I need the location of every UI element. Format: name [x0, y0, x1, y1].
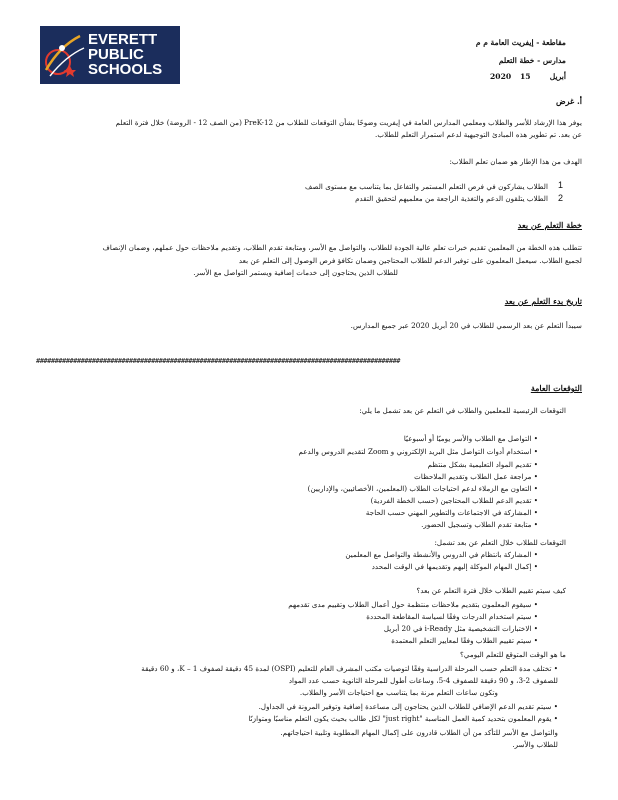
purpose-paragraph-line2: عن بعد. تم تطوير هذه المبادئ التوجيهية لدعم استمرار التعلم للطلاب. [375, 130, 582, 139]
logo-text-public: PUBLIC [88, 46, 144, 63]
remote-plan-line1: تتطلب هذه الخطة من المعلمين تقديم خبرات تعلم عالية الجودة للطلاب، والتواصل مع الأسر، ومتابعة تقدم الطلاب، وتقديم ملاحظات حول عملهم، وضمان الإنصاف [102, 243, 582, 252]
bullet-17-cont2: للطلاب والأسر. [512, 740, 558, 749]
bullet-15: • تختلف مدة التعلم حسب المرحلة الدراسية وفقًا لتوصيات مكتب المشرف العام للتعليم (OSPI) لمدة 45 دقيقة لصفوف K – 1، و 60 دقيقة [141, 664, 558, 673]
section-remote-plan-title: خطة التعلم عن بعد [517, 220, 582, 230]
goal-2: الطلاب يتلقون الدعم والتغذية الراجعة من معلميهم لتحقيق التقدم [355, 194, 548, 203]
goal-1: الطلاب يشاركون في فرص التعلم المستمر والتفاعل بما يتناسب مع مستوى الصف [305, 182, 548, 191]
expectations-question-4: ما هو الوقت المتوقع للتعلم اليومي؟ [460, 650, 566, 659]
bullet-5: • التعاون مع الزملاء لدعم احتياجات الطلاب (المعلمين، الأخصائيين، والإداريين) [307, 484, 538, 493]
bullet-6: • تقديم الدعم للطلاب المحتاجين (حسب الخطة الفردية) [370, 496, 538, 505]
bullet-13: • الاختبارات التشخيصية مثل i-Ready في 20 أبريل [383, 624, 538, 633]
bullet-11: • سيقوم المعلمون بتقديم ملاحظات منتظمة حول أعمال الطلاب وتقييم مدى تقدمهم [288, 600, 538, 609]
bullet-10: • إكمال المهام الموكلة إليهم وتقديمها في الوقت المحدد [371, 562, 538, 571]
header-line1: مقاطعة - إيفريت العامة م م [475, 38, 566, 47]
bullet-16: • سيتم تقديم الدعم الإضافي للطلاب الذين يحتاجون إلى مساعدة إضافية وتوفير المرونة في الجداول. [258, 702, 558, 711]
bullet-3: • تقديم المواد التعليمية بشكل منتظم [427, 460, 538, 469]
logo-text-schools: SCHOOLS [88, 61, 163, 78]
bullet-8: • متابعة تقدم الطلاب وتسجيل الحضور. [421, 520, 538, 529]
section-start-date-title: تاريخ بدء التعلم عن بعد [504, 296, 582, 306]
remote-plan-line2: لجميع الطلاب. سيعمل المعلمون على توفير الدعم للطلاب المحتاجين وضمان تكافؤ فرص الوصول إلى التعلم عن بعد [238, 256, 582, 265]
header-date-month: أبريل [549, 72, 566, 81]
header-line2: مدارس - خطة التعلم [498, 56, 566, 65]
bullet-14: • سيتم تقييم الطلاب وفقًا لمعايير التعلم المعتمدة [391, 636, 538, 645]
bullet-17: • يقوم المعلمون بتحديد كمية العمل المناسبة "just right" لكل طالب بحيث يكون التعلم مناسبًا ومتوازنًا [248, 714, 558, 723]
bullet-9: • المشاركة بانتظام في الدروس والأنشطة والتواصل مع المعلمين [345, 550, 538, 559]
start-date-paragraph: سيبدأ التعلم عن بعد الرسمي للطلاب في 20 أبريل 2020 عبر جميع المدارس. [350, 321, 582, 330]
header-date-year: 2020 [490, 72, 512, 81]
goal-number-1: 1 [558, 180, 564, 190]
expectations-question-3: كيف سيتم تقييم الطلاب خلال فترة التعلم عن بعد؟ [416, 586, 566, 595]
section-separator: ################################################################################################## [36, 357, 401, 365]
district-logo [40, 26, 180, 84]
bullet-7: • المشاركة في الاجتماعات والتطوير المهني حسب الحاجة [365, 508, 538, 517]
section-purpose-title: أ. غرض [555, 96, 582, 106]
goal-number-2: 2 [558, 193, 564, 203]
goals-intro: الهدف من هذا الإطار هو ضمان تعلم الطلاب: [449, 157, 582, 166]
purpose-paragraph-line1: يوفر هذا الإرشاد للأسر والطلاب ومعلمي المدارس العامة في إيفريت وضوحًا بشأن التوقعات للطلاب من PreK-12 (من الصف 12 - الروضة) خلال فترة التعلم [115, 118, 582, 127]
remote-plan-line3: للطلاب الذين يحتاجون إلى خدمات إضافية ويستمر التواصل مع الأسر. [193, 268, 398, 277]
expectations-question-1: التوقعات الرئيسية للمعلمين والطلاب في التعلم عن بعد تشمل ما يلي: [359, 406, 566, 415]
section-expectations-title: التوقعات العامة [530, 383, 582, 393]
header-date-day: 15 [520, 72, 531, 81]
expectations-question-2: التوقعات للطلاب خلال التعلم عن بعد تشمل: [434, 538, 566, 547]
bullet-12: • سيتم استخدام الدرجات وفقًا لسياسة المقاطعة المحددة [366, 612, 538, 621]
logo-text-everett: EVERETT [88, 31, 158, 48]
bullet-2: • استخدام أدوات التواصل مثل البريد الإلكتروني و Zoom لتقديم الدروس والدعم [298, 447, 538, 456]
bullet-4: • مراجعة عمل الطلاب وتقديم الملاحظات [414, 472, 538, 481]
bullet-15-cont: للصفوف 2-3، و 90 دقيقة للصفوف 4-5، وساعات أطول للمرحلة الثانوية حسب عدد المواد [288, 676, 558, 685]
bullet-1: • التواصل مع الطلاب والأسر يوميًا أو أسبوعيًا [403, 434, 538, 443]
bullet-15-cont2: وتكون ساعات التعلم مرنة بما يتناسب مع احتياجات الأسر والطلاب. [299, 688, 498, 697]
bullet-17-cont: والتواصل مع الأسر للتأكد من أن الطلاب قادرون على إكمال المهام المطلوبة وتلبية احتياجاتهم. [280, 728, 558, 737]
